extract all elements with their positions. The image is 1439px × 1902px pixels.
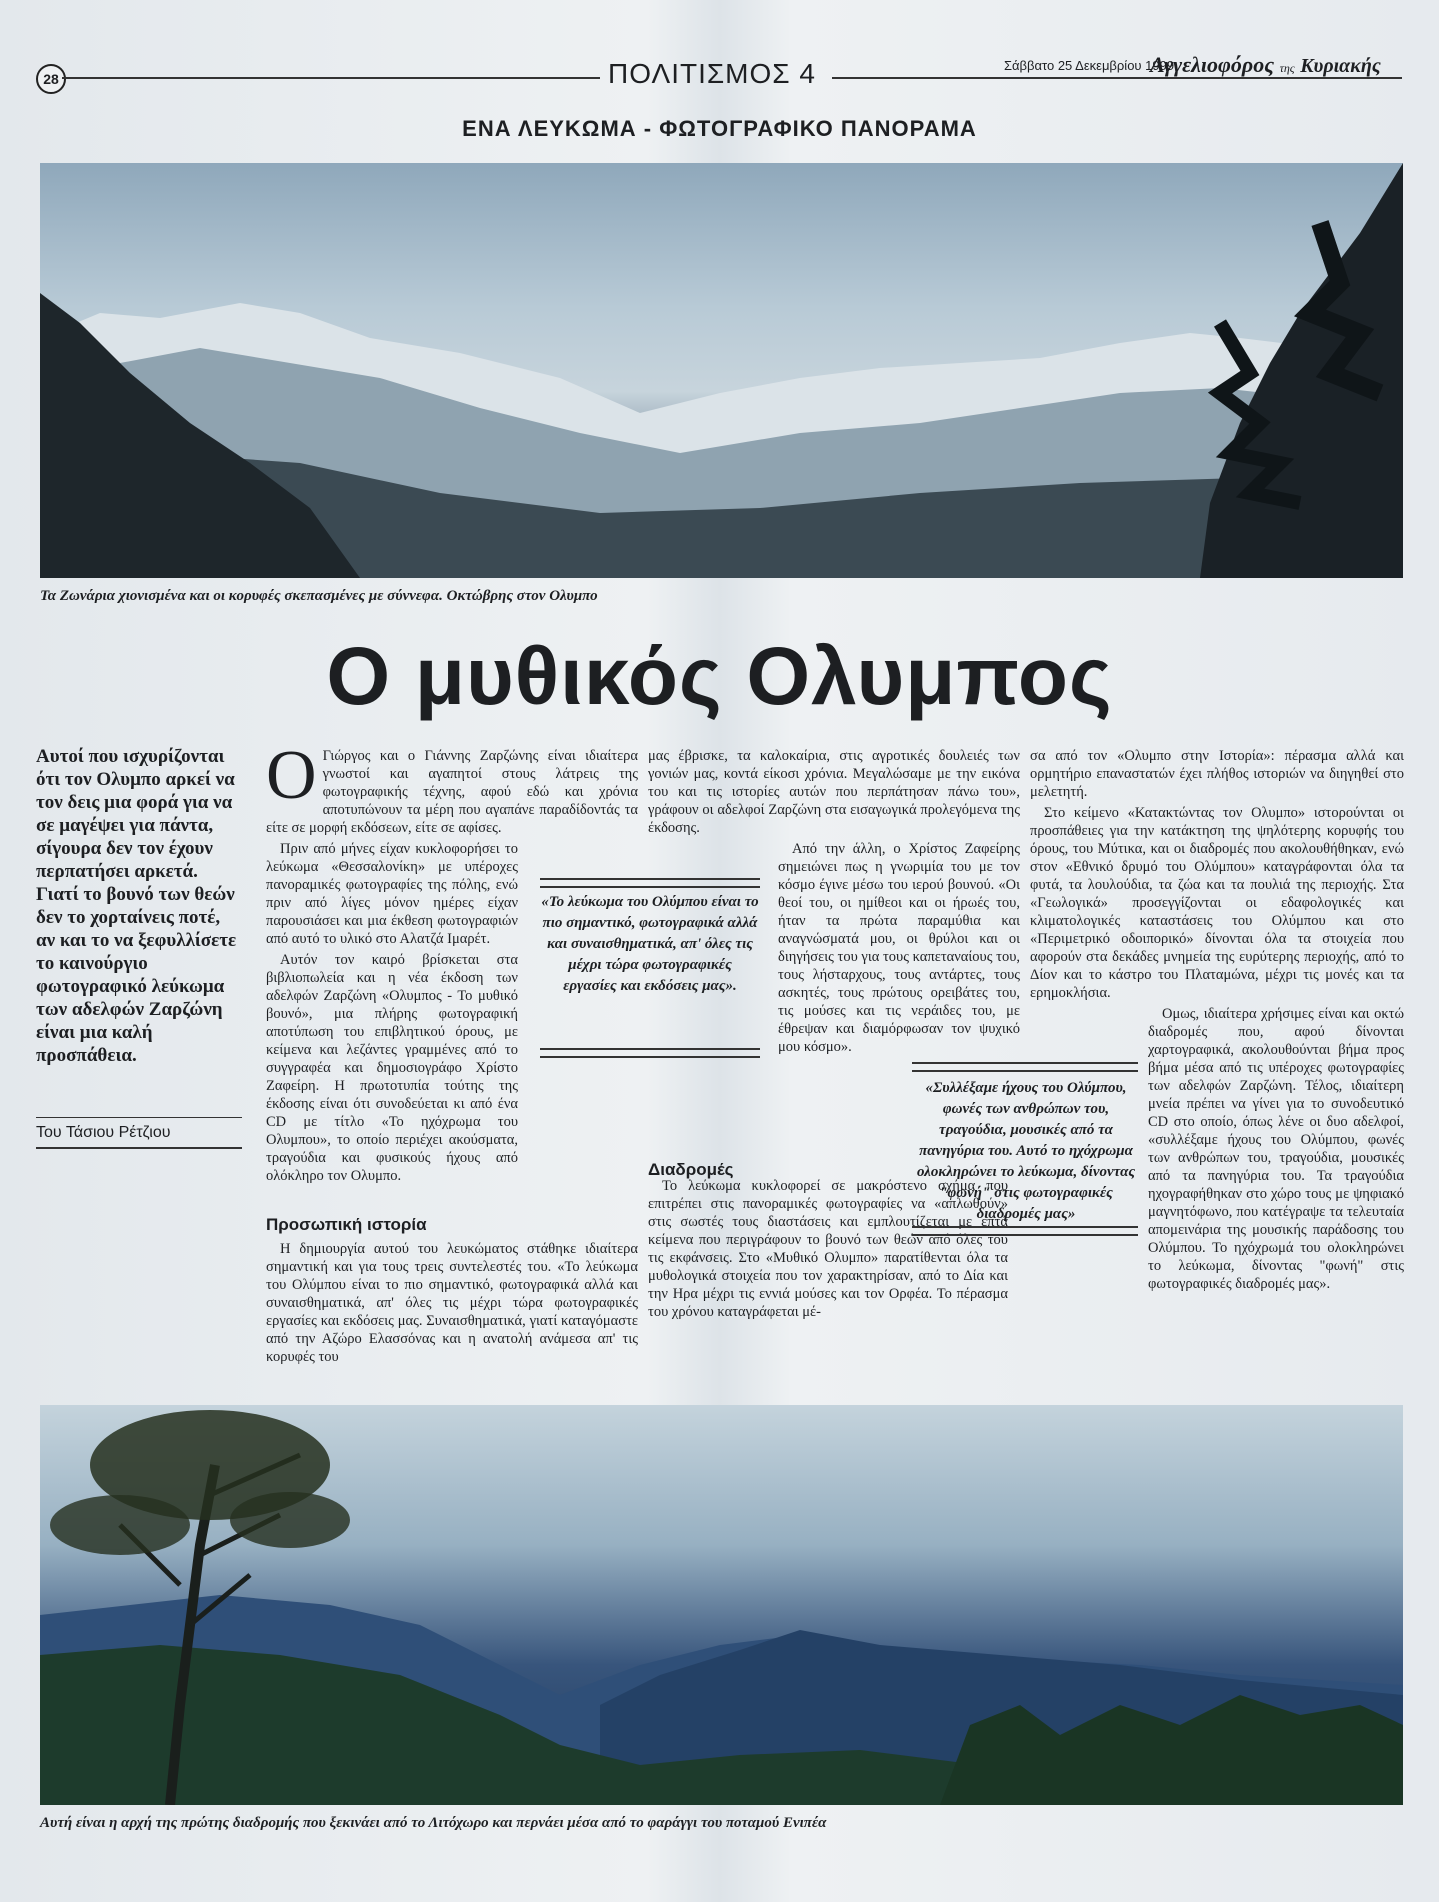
- page-number: 28: [36, 64, 66, 94]
- pullquote-2: «Συλλέξαμε ήχους του Ολύμπου, φωνές των ανθρώπων του, τραγούδια, μουσικές από τα πανηγύρια του. Αυτό το ηχόχρωμα ολοκληρώνει το λεύκωμα, δίνοντας "φωνή" στις φωτογραφικές διαδρομές μας»: [916, 1080, 1136, 1222]
- col1-paragraph-4: Η δημιουργία αυτού του λευκώματος στάθηκε ιδιαίτερα σημαντική και για τους τρεις συντελεστές του. «Το λεύκωμα του Ολύμπου είναι το πιο σημαντικό, φωτογραφικά αλλά και συναισθηματικά, απ' όλες τις μέχρι τώρα φωτογραφικές εργασίες και εκδόσεις μας. Συναισθηματικά, γιατί καταγόμαστε από την Αζώρο Ελασσόνας και η ανατολή ανάμεσα απ' τις κορυφές του: [266, 1241, 638, 1365]
- masthead-main: Αγγελιοφόρος: [1150, 52, 1275, 77]
- col3-paragraph-3: Ομως, ιδιαίτερα χρήσιμες είναι και οκτώ διαδρομές που, αφού δίνονται χαρτογραφικά, ακολουθούνται βήμα προς βήμα μέσα από τις υπέροχες φωτογραφίες των αδελφών Ζαρζώνη. Τέλος, ιδιαίτερη μνεία πρέπει να γίνει για το συνοδευτικό CD στο οποίο, όπως λένε οι δυο αδελφοί, «συλλέξαμε ήχους του Ολύμπου, φωνές των ανθρώπων του, τραγούδια, μουσικές από τα πανηγύρια του. Τα τραγούδια ηχογραφήθηκαν στο χώρο τους με ψηφιακό μαγνητόφωνο, που κατέγραψε τα τελευταία απομεινάρια της μουσικής παράδοσης του Ολύμπου. Το ηχόχρωμά του ολοκληρώνει το λεύκωμα, δίνοντας "φωνή" στις φωτογραφικές διαδρομές μας».: [1148, 1006, 1404, 1292]
- mountain-photo-top: [40, 163, 1403, 578]
- drop-cap: Ο: [266, 747, 317, 814]
- kicker: ΕΝΑ ΛΕΥΚΩΜΑ - ΦΩΤΟΓΡΑΦΙΚΟ ΠΑΝΟΡΑΜΑ: [462, 116, 977, 141]
- section-title: ΠΟΛΙΤΙΣΜΟΣ 4: [608, 58, 816, 89]
- masthead-day: Κυριακής: [1300, 55, 1381, 77]
- col2-paragraph-1: μας έβρισκε, τα καλοκαίρια, στις αγροτικές δουλειές των γονιών μας, κοντά είκοσι χρόνια. Μεγαλώσαμε με την εικόνα του και τις ιστορίες αυτών που περπάτησαν πάνω του», γράφουν οι αδελφοί Ζαρζώνη στα εισαγωγικά προλεγόμενα της έκδοσης.: [648, 748, 1020, 836]
- subhead-routes: Διαδρομές: [648, 1160, 734, 1179]
- col1-paragraph-2: Πριν από μήνες είχαν κυκλοφορήσει το λεύκωμα «Θεσσαλονίκη» με υπέροχες πανοραμικές φωτογραφίες της πόλης, ενώ πριν από λίγες μόνον ημέρες είχαν παρουσιάσει και μια έκθεση φωτογραφιών από αυτό το υλικό στο Αλατζά Ιμαρέτ.: [266, 841, 518, 947]
- article-column-1b: [266, 1240, 638, 1369]
- photo-caption-bottom: Αυτή είναι η αρχή της πρώτης διαδρομής που ξεκινάει από το Λιτόχωρο και περνάει μέσα από το φαράγγι του ποταμού Ενιπέα: [40, 1815, 827, 1831]
- photo-caption-top: Τα Ζωνάρια χιονισμένα και οι κορυφές σκεπασμένες με σύννεφα. Οκτώβρης στον Ολυμπο: [40, 588, 598, 604]
- lead-paragraph: Αυτοί που ισχυρίζονται ότι τον Ολυμπο αρκεί να τον δεις μια φορά για να σε μαγέψει για πάντα, σίγουρα δεν τον έχουν περπατήσει αρκετά. Γιατί το βουνό των θεών δεν το χορταίνεις ποτέ, αν και το να ξεφυλλίσετε το καινούργιο φωτογραφικό λεύκωμα των αδελφών Ζαρζώνη είναι μια καλή προσπάθεια.: [36, 746, 237, 1066]
- col1-paragraph-1: Γιώργος και ο Γιάννης Ζαρζώνης είναι ιδιαίτερα γνωστοί και αγαπητοί στους λάτρεις της φωτογραφικής τέχνης, αφού εδώ και χρόνια αποτυπώνουν τα μέρη που αγαπάνε παραδίδοντάς τα είτε σε μορφή εκδόσεων, είτε σε αφίσες.: [266, 748, 638, 836]
- col3-paragraph-1: σα από τον «Ολυμπο στην Ιστορία»: πέρασμα αλλά και ορμητήριο επαναστατών έχει πλήθος ιστοριών να διηγηθεί στο μελετητή.: [1030, 748, 1404, 800]
- mountain-photo-bottom: [40, 1405, 1403, 1805]
- masthead-small: της: [1279, 61, 1295, 75]
- col2-paragraph-2: Από την άλλη, ο Χρίστος Ζαφείρης σημειώνει πως η γνωριμία του με τον κόσμο έγινε μέσω του ιερού βουνού. «Οι θεοί του, οι ημίθεοι και οι ήρωές του, ήταν τα πρώτα παραμύθια και αναγνώσματά μου, οι θρύλοι και οι διηγήσεις του για τους καπεταναίους του, τους λήσταρχους, τους αντάρτες, τους ασκητές, τους πρώτους ορειβάτες του, τις μούσες και τις νεράιδες του, με έθρεψαν και διαμόρφωσαν τον ψυχικό μου κόσμο».: [778, 841, 1020, 1055]
- col2-paragraph-3: Το λεύκωμα κυκλοφορεί σε μακρόστενο σχήμα που επιτρέπει στις πανοραμικές φωτογραφίες να «απλωθούν» στις σωστές τους διαστάσεις και εμπλουτίζεται με επτά κείμενα που περιγράφουν το βουνό των θεών από όλες του τις εκφάνσεις. Στο «Μυθικό Ολυμπο» παρατίθενται όλα τα μυθολογικά στοιχεία που τον χαρακτηρίσαν, από το Δία και την Ηρα μέχρι τις εννιά μούσες και τον Ορφέα. Το πέρασμα του χρόνου καταγράφεται μέ-: [648, 1178, 1008, 1320]
- pullquote2-rule-bottom: [912, 1226, 1138, 1236]
- col3-paragraph-2: Στο κείμενο «Κατακτώντας τον Ολυμπο» ιστορούνται οι προσπάθειες για την κατάκτηση της ψηλότερης κορυφής του όρους, του Μύτικα, και οι διαδρομές που ακολουθήθηκαν, ενώ στον «Εθνικό δρυμό του Ολύμπου» καταγράφονται όλα τα φυτά, τα λουλούδια, τα ζώα και τα πουλιά της περιοχής. Στα «Γεωλογικά» προσεγγίζονται οι εδαφολογικές και κλιματολογικές καταστάσεις του Ολύμπου και στο «Περιμετρικό οδοιπορικό» δίνονται όλα τα στοιχεία που αφορούν στα δεκάδες μνημεία της ευρύτερης περιοχής, από το Δίον και το κάστρο του Πλαταμώνα, μέχρι τις μονές και τα ερημοκλήσια.: [1030, 805, 1404, 1001]
- byline-rule-top: [36, 1117, 242, 1118]
- header-rule-left: [62, 77, 600, 79]
- byline: Του Τάσιου Ρέτζιου: [36, 1124, 171, 1141]
- subhead-personal-story: Προσωπική ιστορία: [266, 1215, 427, 1234]
- pullquote2-rule-top: [912, 1062, 1138, 1072]
- headline: Ο μυθικός Ολυμπος: [326, 631, 1113, 722]
- masthead-logo: [1150, 52, 1381, 78]
- pullquote-1: «Το λεύκωμα του Ολύμπου είναι το πιο σημαντικό, φωτογραφικά αλλά και συναισθηματικά, απ' όλες τις μέχρι τώρα φωτογραφικές εργασίες και εκδόσεις μας».: [541, 894, 759, 994]
- issue-date: Σάββατο 25 Δεκεμβρίου 1999: [1004, 58, 1175, 73]
- col1-paragraph-3: Αυτόν τον καιρό βρίσκεται στα βιβλιοπωλεία και η νέα έκδοση των αδελφών Ζαρζώνη «Ολυμπος - Το μυθικό βουνό», μια πλήρης φωτογραφική αποτύπωση του επιβλητικού όρους, με κείμενα και λεζάντες γραμμένες από το συγγραφέα και δημοσιογράφο Χρίστο Ζαφείρη. Η πρωτοτυπία τούτης της έκδοσης είναι ότι συνοδεύεται κι από ένα CD με τίτλο «Το ηχόχρωμα του Ολυμπου», το οποίο περιέχει ακούσματα, τραγούδια και φυσικούς ήχους από ολόκληρο τον Ολυμπο.: [266, 952, 518, 1184]
- byline-rule-bottom: [36, 1147, 242, 1149]
